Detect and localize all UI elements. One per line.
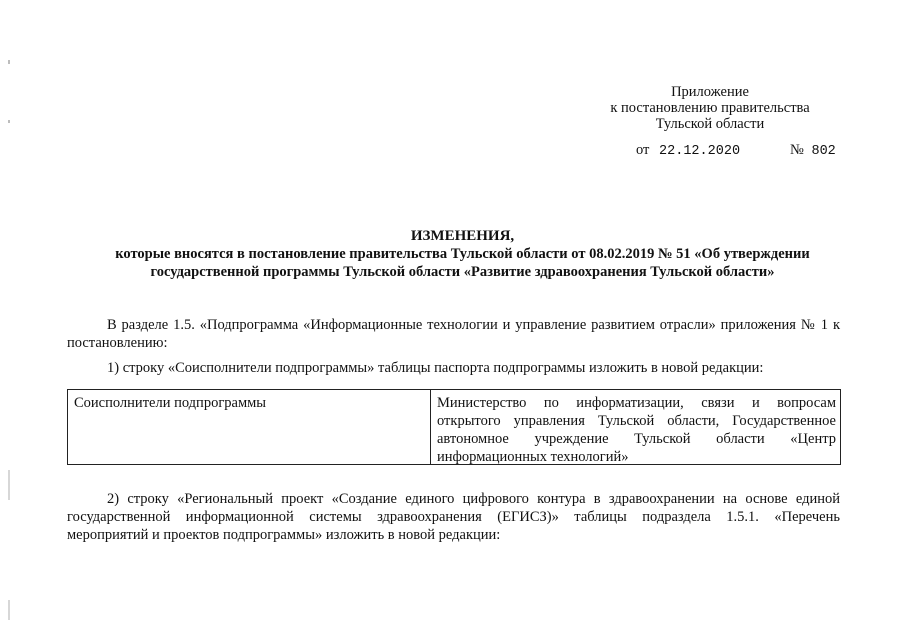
scan-margin-mark: [8, 120, 10, 123]
table-value-cell: [431, 390, 840, 464]
appendix-line-3: Тульской области: [655, 116, 765, 132]
scan-margin-mark: [8, 470, 10, 500]
number-label: №: [790, 142, 804, 158]
appendix-line-2: к постановлению правительства: [610, 100, 810, 116]
table-value-line: открытого управления Тульской области, Государственное: [437, 413, 836, 429]
table-value-line: Министерство по информатизации, связи и вопросам: [437, 395, 836, 411]
document-title: [40, 227, 885, 281]
from-label: от: [636, 142, 650, 158]
item-2-line: 2) строку «Региональный проект «Создание единого цифрового контура в здравоохранении на основе единой: [107, 491, 840, 507]
scan-margin-mark: [8, 60, 10, 64]
title-main: ИЗМЕНЕНИЯ,: [410, 228, 515, 244]
resolution-date-line: [636, 142, 836, 159]
intro-paragraph: В разделе 1.5. «Подпрограмма «Информационные технологии и управление развитием отрасли» приложения № 1 к постановлению:: [67, 317, 840, 351]
resolution-number: 802: [811, 144, 836, 159]
item-1-paragraph: 1) строку «Соисполнители подпрограммы» таблицы паспорта подпрограммы изложить в новой редакции:: [107, 360, 764, 376]
table-value-line: автономное учреждение Тульской области «Центр: [437, 431, 836, 447]
appendix-block: [560, 84, 860, 132]
title-subtitle-line-1: которые вносятся в постановление правительства Тульской области от 08.02.2019 № 51 «Об утверждении: [115, 246, 810, 262]
table-value-line: информационных технологий»: [437, 449, 629, 465]
title-subtitle-line-2: государственной программы Тульской области «Развитие здравоохранения Тульской области»: [150, 264, 775, 280]
table-label-cell: Соисполнители подпрограммы: [68, 390, 431, 464]
item-2-line: мероприятий и проектов подпрограммы» изложить в новой редакции:: [67, 527, 501, 543]
scan-margin-mark: [8, 600, 10, 620]
appendix-title: Приложение: [671, 84, 749, 100]
item-2-paragraph: [67, 490, 840, 544]
co-executors-table: [67, 389, 841, 465]
resolution-date: 22.12.2020: [659, 144, 741, 159]
resolution-number-group: [790, 142, 836, 159]
item-2-line: государственной информационной системы здравоохранения (ЕГИСЗ)» таблицы подраздела 1.5.1. «Перечень: [67, 509, 840, 525]
